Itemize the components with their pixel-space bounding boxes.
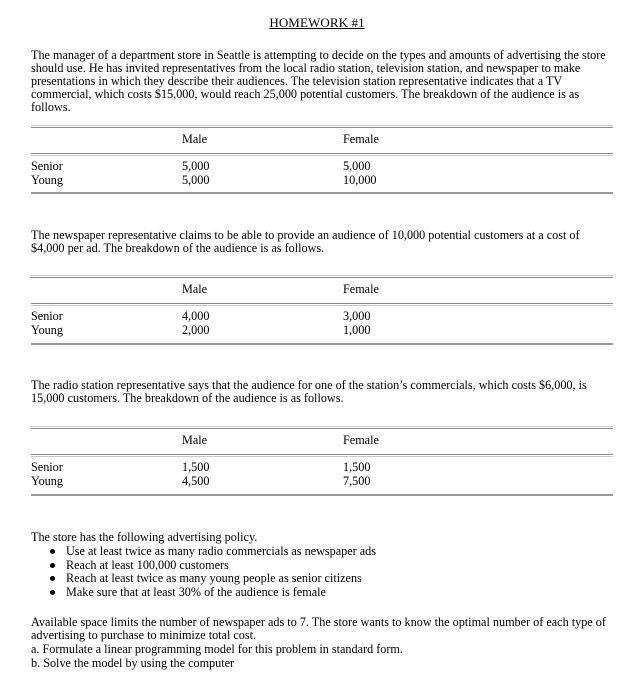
table-rule [31, 426, 613, 427]
policy-intro: The store has the following advertising policy. [31, 530, 258, 544]
cell-senior-female: 1,500 [343, 460, 371, 474]
cell-young-male: 4,500 [182, 474, 210, 488]
table-rule [31, 275, 613, 276]
table-rule [31, 454, 613, 455]
header-male: Male [182, 132, 208, 146]
list-item-text: Use at least twice as many radio commercials as newspaper ads [66, 544, 376, 558]
cell-young-male: 5,000 [182, 173, 210, 187]
list-item [49, 545, 376, 559]
table-rule [31, 494, 613, 496]
table-rule [31, 343, 613, 345]
header-male: Male [182, 433, 208, 447]
table-rule [31, 428, 613, 429]
header-female: Female [343, 132, 379, 146]
list-item-text: Reach at least twice as many young people as senior citizens [66, 571, 362, 585]
radio-paragraph: The radio station representative says that the audience for one of the station’s commercials, which costs $6,000, is 15,000 customers. The breakdown of the audience is as follows. [31, 378, 587, 405]
list-item-text: Make sure that at least 30% of the audience is female [66, 584, 326, 599]
list-item [49, 572, 376, 586]
newspaper-paragraph: The newspaper representative claims to be able to provide an audience of 10,000 potential customers at a cost of $4,000 per ad. The breakdown of the audience is as follows. [31, 228, 580, 255]
cell-young-female: 10,000 [343, 173, 377, 187]
header-male: Male [182, 282, 208, 296]
cell-senior-male: 5,000 [182, 159, 210, 173]
table-rule [31, 127, 613, 128]
closing-paragraph: Available space limits the number of newspaper ads to 7. The store wants to know the optimal number of each type of advertising to purchase to minimize total cost. [31, 615, 606, 642]
question-b: b. Solve the model by using the computer [31, 656, 235, 670]
policy-list [49, 545, 376, 599]
row-label-senior: Senior [31, 309, 63, 323]
cell-young-female: 7,500 [343, 474, 371, 488]
table-rule [31, 303, 613, 304]
cell-young-female: 1,000 [343, 323, 371, 337]
table-rule [31, 153, 613, 154]
header-female: Female [343, 433, 379, 447]
list-item [49, 586, 376, 600]
cell-senior-male: 4,000 [182, 309, 210, 323]
table-rule [31, 125, 613, 126]
table-rule [31, 456, 613, 457]
bullet-icon [50, 576, 55, 581]
list-item-text: Reach at least 100,000 customers [66, 557, 229, 572]
list-item [49, 559, 376, 573]
row-label-senior: Senior [31, 460, 63, 474]
table-rule [31, 277, 613, 278]
cell-senior-male: 1,500 [182, 460, 210, 474]
table-rule [31, 155, 613, 156]
cell-senior-female: 5,000 [343, 159, 371, 173]
row-label-young: Young [31, 323, 63, 337]
cell-young-male: 2,000 [182, 323, 210, 337]
row-label-young: Young [31, 173, 63, 187]
row-label-young: Young [31, 474, 63, 488]
question-a: a. Formulate a linear programming model for this problem in standard form. [31, 642, 403, 656]
cell-senior-female: 3,000 [343, 309, 371, 323]
bullet-icon [50, 563, 55, 568]
intro-paragraph: The manager of a department store in Seattle is attempting to decide on the types and amounts of advertising the store should use. He has invited representatives from the local radio station, television station, and newspaper to make presentations in which they describe their audiences. The television station representative indicates that a TV commercial, which costs $15,000, would reach 25,000 potential customers. The breakdown of the audience is as follows. [31, 48, 606, 114]
bullet-icon [50, 590, 55, 595]
row-label-senior: Senior [31, 159, 63, 173]
page-title: HOMEWORK #1 [269, 15, 365, 30]
table-rule [31, 305, 613, 306]
table-rule [31, 192, 613, 194]
bullet-icon [50, 549, 55, 554]
header-female: Female [343, 282, 379, 296]
